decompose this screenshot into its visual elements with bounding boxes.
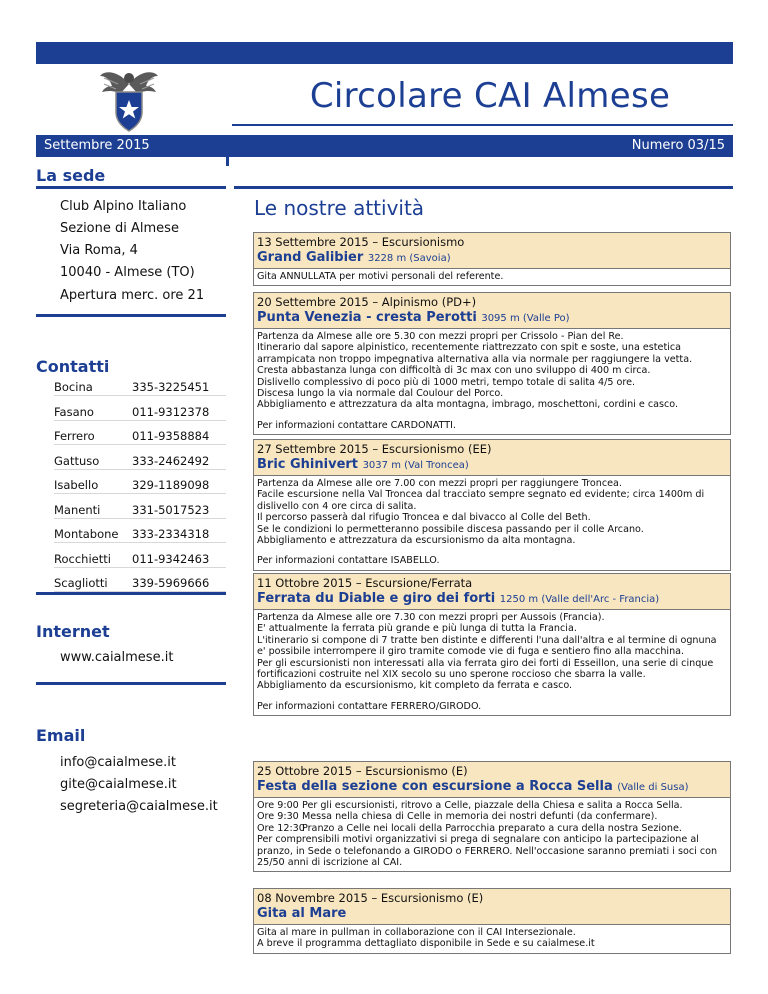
email-link[interactable]: info@caialmese.it — [60, 755, 176, 770]
contact-phone[interactable]: 335-3225451 — [132, 380, 210, 394]
schedule-row: Ore 12:30 Pranzo a Celle nei locali della Parrocchia preparato a cura della nostra Sezione. — [257, 822, 682, 834]
activities-title: Le nostre attività — [254, 196, 425, 220]
address-line: Via Roma, 4 — [60, 243, 138, 258]
schedule-row: Ore 9:30 Messa nella chiesa di Celle in memoria dei nostri defunti (da confermare). — [257, 811, 658, 823]
event-body: Partenza da Almese alle ore 5.30 con mezzi propri per Crissolo - Pian del Re. Itinerario dal sapore alpinistico, recentemente riattrezzato con spit e soste, una estetica arrampicata non troppo impegnativa alternativa alla via normale per raggiungere la vetta. Cresta abbastanza lunga con difficoltà di 3c max con uno sviluppo di 400 m circa. Dislivello complessivo di poco più di 1000 metri, tempo totale di salita 4/5 ore. Discesa lungo la via normale dal Coulour del Porco. Abbigliamento e attrezzatura da alta montagna, imbrago, moschettoni, cordini e casco. Per informazioni contattare CARDONATTI. — [254, 329, 730, 434]
contact-name: Fasano — [54, 405, 94, 419]
event-date: 13 Settembre 2015 – Escursionismo — [257, 235, 465, 249]
contact-name: Bocina — [54, 380, 93, 394]
event-date: 25 Ottobre 2015 – Escursionismo (E) — [257, 764, 468, 778]
contact-separator — [54, 395, 226, 396]
event-header — [254, 889, 730, 925]
event-location: 3228 m (Savoia) — [367, 253, 451, 264]
event-date: 11 Ottobre 2015 – Escursione/Ferrata — [257, 576, 473, 590]
contacts-top-rule — [36, 314, 226, 317]
contact-phone[interactable]: 011-9312378 — [132, 405, 210, 419]
event-card — [253, 232, 731, 286]
cai-logo — [98, 64, 160, 134]
event-contact: Per informazioni contattare FERRERO/GIRODO. — [257, 700, 482, 712]
event-card — [253, 761, 731, 872]
event-header — [254, 293, 730, 329]
address-line: 10040 - Almese (TO) — [60, 265, 195, 280]
newsletter-title: Circolare CAI Almese — [309, 76, 671, 116]
issue-bar — [36, 135, 733, 157]
event-body: Gita ANNULLATA per motivi personali del referente. — [257, 271, 504, 282]
event-body: Ore 9:00 Per gli escursionisti, ritrovo a Celle, piazzale della Chiesa e salita a Rocca Sella. Ore 9:30 Messa nella chiesa di Celle in memoria dei nostri defunti (da confermare). Ore 12:30 Pranzo a Celle nei locali della Parrocchia preparato a cura della nostra Sezione. Per comprensibili motivi organizzativi si prega di segnalare con anticipo la partecipazione al pranzo, in Sede o telefonando a GIRODO o FERRERO. Nell'occasione saranno premiati i soci con 25/50 anni di iscrizione al CAI. — [254, 798, 730, 871]
event-location: 3095 m (Valle Po) — [481, 313, 570, 324]
sede-heading: La sede — [36, 166, 106, 185]
column-divider — [226, 157, 229, 166]
contact-separator — [54, 420, 226, 421]
schedule-row: Ore 9:00 Per gli escursionisti, ritrovo a Celle, piazzale della Chiesa e salita a Rocca Sella. — [257, 800, 683, 811]
contact-phone[interactable]: 333-2462492 — [132, 454, 210, 468]
contact-phone[interactable]: 011-9358884 — [132, 429, 210, 443]
event-title: Grand Galibier 3228 m (Savoia) — [257, 250, 451, 265]
email-heading: Email — [36, 726, 86, 745]
internet-heading: Internet — [36, 622, 110, 641]
event-card — [253, 888, 731, 954]
event-title: Bric Ghinivert 3037 m (Val Troncea) — [257, 457, 469, 472]
event-contact: Per informazioni contattare ISABELLO. — [257, 555, 440, 567]
contact-separator — [54, 567, 226, 568]
opening-hours: Apertura merc. ore 21 — [60, 288, 205, 303]
event-header — [254, 440, 730, 476]
event-card — [253, 439, 731, 571]
contact-phone[interactable]: 011-9342463 — [132, 552, 210, 566]
main-top-rule — [234, 186, 733, 189]
contact-name: Isabello — [54, 478, 99, 492]
contact-name: Rocchietti — [54, 552, 111, 566]
event-header — [254, 233, 730, 269]
contact-name: Montabone — [54, 527, 119, 541]
event-header — [254, 762, 730, 798]
email-link[interactable]: segreteria@caialmese.it — [60, 799, 218, 814]
event-title: Festa della sezione con escursione a Rocca Sella (Valle di Susa) — [257, 779, 689, 794]
top-banner-bar — [36, 42, 733, 64]
event-header — [254, 574, 730, 610]
event-title: Gita al Mare — [257, 906, 347, 921]
website-link[interactable]: www.caialmese.it — [60, 650, 174, 665]
event-date: 08 Novembre 2015 – Escursionismo (E) — [257, 891, 484, 905]
event-location: 3037 m (Val Troncea) — [362, 460, 469, 471]
contact-separator — [54, 469, 226, 470]
sede-address — [60, 196, 195, 284]
contact-phone[interactable]: 329-1189098 — [132, 478, 210, 492]
contact-name: Manenti — [54, 503, 101, 517]
event-contact: Per informazioni contattare CARDONATTI. — [257, 419, 456, 431]
event-date: 20 Settembre 2015 – Alpinismo (PD+) — [257, 295, 477, 309]
event-location: 1250 m (Valle dell'Arc - Francia) — [499, 594, 660, 605]
contact-separator — [54, 444, 226, 445]
event-date: 27 Settembre 2015 – Escursionismo (EE) — [257, 442, 492, 456]
contact-name: Scagliotti — [54, 576, 108, 590]
contact-name: Ferrero — [54, 429, 95, 443]
event-card — [253, 292, 731, 435]
event-body: Partenza da Almese alle ore 7.30 con mezzi propri per Aussois (Francia). E' attualmente la ferrata più grande e più lunga di tutta la Francia. L'itinerario si compone di 7 tratte ben distinte e differenti l'una dall'altra e al termine di ognuna e' possibile interrompere il giro tramite comode vie di fuga e sentiero fino alla macchina. Per gli escursionisti non interessati alla via ferrata giro dei forti di Esseillon, una serie di cinque fortificazioni costruite nel XIX secolo su uno sperone roccioso che sbarra la valle. Abbigliamento da escursionismo, kit completo da ferrata e casco. Per informazioni contattare FERRERO/GIRODO. — [254, 610, 730, 715]
email-top-rule — [36, 682, 226, 685]
event-title: Punta Venezia - cresta Perotti 3095 m (Valle Po) — [257, 310, 570, 325]
contacts-heading: Contatti — [36, 357, 110, 376]
event-title: Ferrata du Diable e giro dei forti 1250 m (Valle dell'Arc - Francia) — [257, 591, 660, 606]
sede-rule — [36, 186, 226, 189]
contact-phone[interactable]: 331-5017523 — [132, 503, 210, 517]
contact-separator — [54, 493, 226, 494]
contact-phone[interactable]: 339-5969666 — [132, 576, 210, 590]
event-location: (Valle di Susa) — [617, 782, 689, 793]
address-line: Sezione di Almese — [60, 221, 179, 236]
event-body: Gita al mare in pullman in collaborazione con il CAI Intersezionale. A breve il programma dettagliato disponibile in Sede e su caialmese.it — [257, 927, 595, 950]
contact-separator — [54, 542, 226, 543]
internet-top-rule — [36, 592, 226, 595]
title-underline — [232, 124, 733, 126]
issue-number: Numero 03/15 — [631, 138, 725, 153]
event-body: Partenza da Almese alle ore 7.00 con mezzi propri per raggiungere Troncea. Facile escursione nella Val Troncea dal tracciato sempre segnato ed evidente; circa 1400m di dislivello con 4 ore circa di salita. Il percorso passerà dal rifugio Troncea e dal bivacco al Colle del Beth. Se le condizioni lo permetteranno possibile discesa passando per il colle Arcano. Abbigliamento e attrezzatura da escursionismo da alta montagna. Per informazioni contattare ISABELLO. — [254, 476, 730, 570]
contact-phone[interactable]: 333-2334318 — [132, 527, 210, 541]
email-list — [60, 752, 218, 818]
event-card — [253, 573, 731, 716]
email-link[interactable]: gite@caialmese.it — [60, 777, 177, 792]
contact-name: Gattuso — [54, 454, 100, 468]
contact-separator — [54, 518, 226, 519]
address-line: Club Alpino Italiano — [60, 199, 187, 214]
issue-month: Settembre 2015 — [44, 138, 150, 153]
